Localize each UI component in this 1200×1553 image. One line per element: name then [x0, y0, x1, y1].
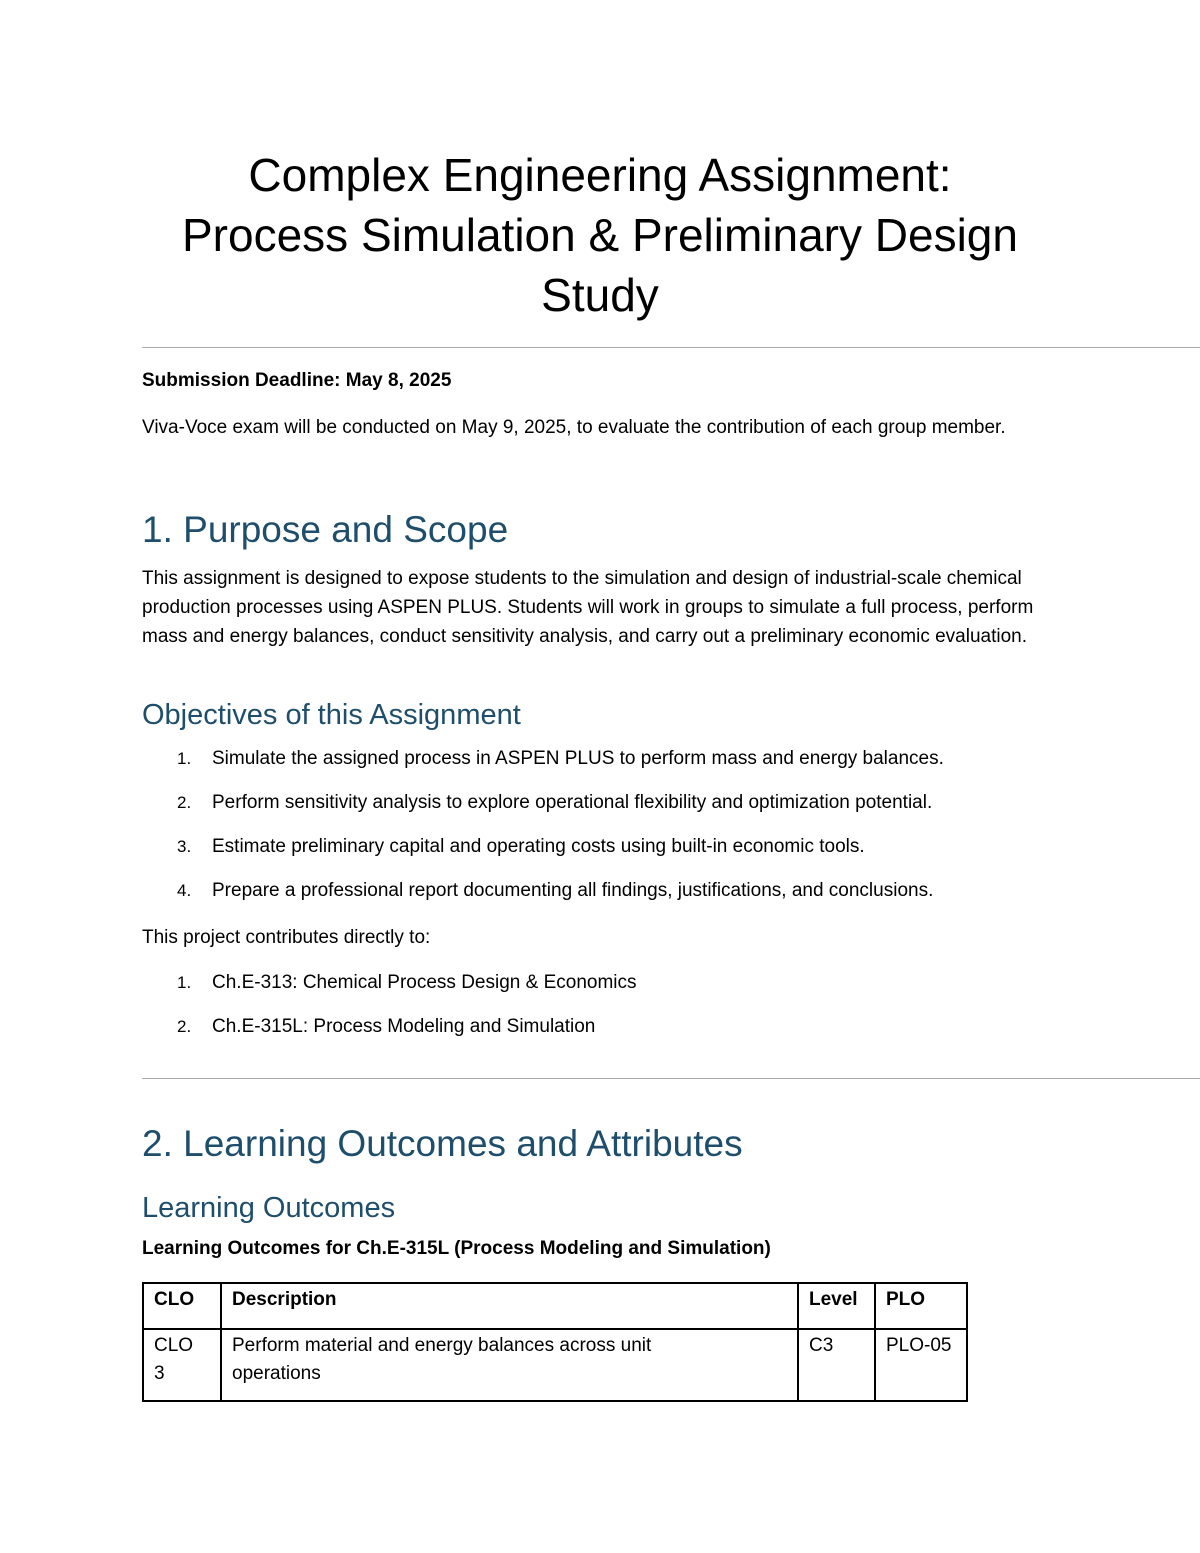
- section-heading-purpose: 1. Purpose and Scope: [142, 509, 509, 550]
- list-text: Simulate the assigned process in ASPEN PLUS to perform mass and energy balances.: [212, 748, 944, 769]
- list-number: 4.: [177, 881, 192, 900]
- title-line: Complex Engineering Assignment:: [248, 149, 952, 201]
- courses-list: [142, 968, 1102, 1041]
- learning-outcomes-table: [142, 1282, 968, 1402]
- horizontal-divider: [142, 1078, 1200, 1079]
- list-number: 1.: [177, 973, 192, 992]
- list-item: [142, 876, 1102, 905]
- list-text: Ch.E-315L: Process Modeling and Simulation: [212, 1016, 596, 1037]
- list-text: Estimate preliminary capital and operating costs using built-in economic tools.: [212, 836, 865, 857]
- list-text: Prepare a professional report documenting all findings, justifications, and conclusions.: [212, 880, 934, 901]
- title-line: Process Simulation & Preliminary Design: [182, 209, 1018, 261]
- table-cell-plo: PLO-05: [875, 1329, 967, 1401]
- title-line: Study: [541, 269, 659, 321]
- list-item: [142, 788, 1102, 817]
- table-header-row: [143, 1283, 967, 1329]
- list-item: [142, 968, 1102, 997]
- list-number: 2.: [177, 1017, 192, 1036]
- learning-outcomes-subheading: Learning Outcomes: [142, 1192, 396, 1224]
- table-row: [143, 1329, 967, 1401]
- column-header-description: Description: [221, 1283, 798, 1329]
- list-text: Perform sensitivity analysis to explore operational flexibility and optimization potential.: [212, 792, 933, 813]
- table-caption: Learning Outcomes for Ch.E-315L (Process Modeling and Simulation): [142, 1238, 771, 1259]
- document-title: [142, 145, 1058, 325]
- list-item: [142, 1012, 1102, 1041]
- section-heading-learning-outcomes: 2. Learning Outcomes and Attributes: [142, 1123, 743, 1164]
- list-number: 3.: [177, 837, 192, 856]
- column-header-clo: CLO: [143, 1283, 221, 1329]
- submission-deadline: Submission Deadline: May 8, 2025: [142, 370, 452, 391]
- table-cell-clo: CLO 3: [143, 1329, 221, 1401]
- list-number: 1.: [177, 749, 192, 768]
- column-header-level: Level: [798, 1283, 875, 1329]
- objectives-heading: Objectives of this Assignment: [142, 699, 521, 731]
- viva-voce-note: Viva-Voce exam will be conducted on May 9, 2025, to evaluate the contribution of each group member.: [142, 417, 1006, 438]
- objectives-list: [142, 744, 1102, 905]
- table-cell-description: Perform material and energy balances across unit operations: [221, 1329, 798, 1401]
- list-number: 2.: [177, 793, 192, 812]
- column-header-plo: PLO: [875, 1283, 967, 1329]
- horizontal-divider: [142, 347, 1200, 348]
- list-text: Ch.E-313: Chemical Process Design & Economics: [212, 972, 637, 993]
- list-item: [142, 832, 1102, 861]
- table-cell-level: C3: [798, 1329, 875, 1401]
- purpose-paragraph: This assignment is designed to expose students to the simulation and design of industrial-scale chemical production processes using ASPEN PLUS. Students will work in groups to simulate a full process, perform mass and energy balances, conduct sensitivity analysis, and carry out a preliminary economic evaluation.: [142, 568, 1034, 647]
- contributes-intro: This project contributes directly to:: [142, 927, 431, 948]
- list-item: [142, 744, 1102, 773]
